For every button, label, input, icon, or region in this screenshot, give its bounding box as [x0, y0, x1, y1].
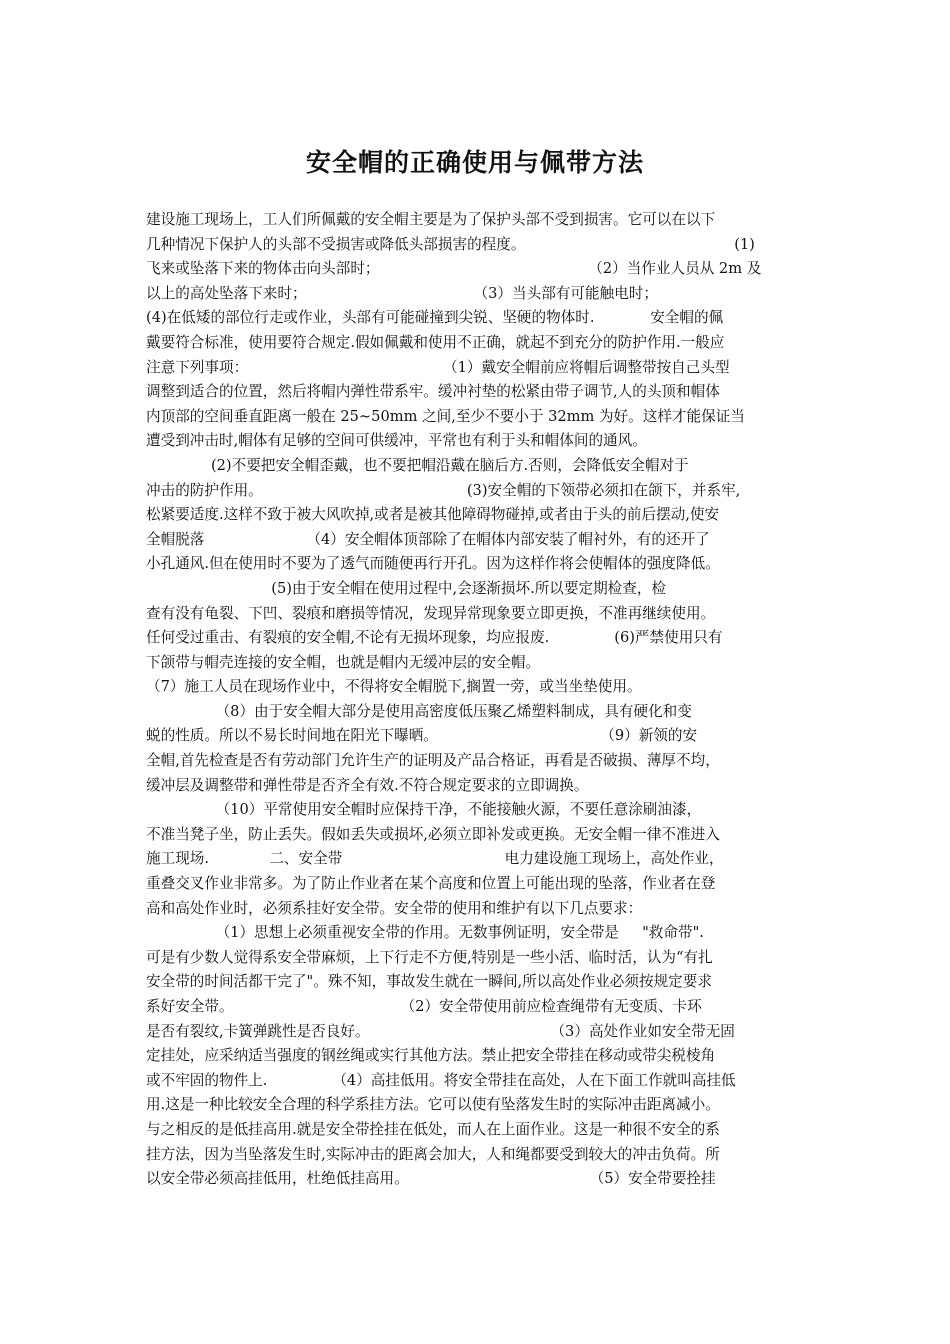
text-line: 全帽脱落 （4）安全帽体顶部除了在帽体内部安装了帽衬外，有的还开了 — [146, 530, 710, 548]
text-line: (2)不要把安全帽歪戴，也不要把帽沿戴在脑后方.否则，会降低安全帽对于 — [146, 456, 689, 474]
text-line: 系好安全带。 （2）安全带使用前应检查绳带有无变质、卡环 — [146, 998, 702, 1015]
text-line: 以上的高处坠落下来时； （3）当头部有可能触电时； — [146, 284, 658, 302]
text-line: 不准当凳子坐，防止丢失。假如丢失或损坏,必须立即补发或更换。无安全帽一律不准进入 — [146, 825, 720, 843]
text-line: 内顶部的空间垂直距离一般在 25~50mm 之间,至少不要小于 32mm 为好。这样才能保证当 — [146, 407, 745, 425]
document-body — [146, 208, 811, 1192]
text-line: （8）由于安全帽大部分是使用高密度低压聚乙烯塑料制成，具有硬化和变 — [146, 702, 692, 720]
text-line: (5)由于安全帽在使用过程中,会逐渐损坏.所以要定期检查，检 — [146, 579, 667, 597]
text-line: 飞来或坠落下来的物体击向头部时； （2）当作业人员从 2m 及 — [146, 260, 762, 278]
text-line: 定挂处，应采纳适当强度的钢丝绳或实行其他方法。禁止把安全带挂在移动或带尖税棱角 — [146, 1047, 716, 1065]
text-line: 调整到适合的位置，然后将帽内弹性带系牢。缓冲衬垫的松紧由带子调节,人的头顶和帽体 — [146, 383, 720, 401]
text-line: 重叠交叉作业非常多。为了防止作业者在某个高度和位置上可能出现的坠落，作业者在登 — [146, 875, 716, 893]
text-line: 任何受过重击、有裂痕的安全帽,不论有无损坏现象，均应报废. (6)严禁使用只有 — [146, 629, 723, 647]
text-line: 是否有裂纹,卡簧弹跳性是否良好。 （3）高处作业如安全带无固 — [146, 1022, 735, 1040]
text-line: 松紧要适度.这样不致于被大风吹掉,或者是被其他障碍物碰掉,或者由于头的前后摆动,使安 — [146, 506, 720, 524]
page-title: 安全帽的正确使用与佩带方法 — [305, 148, 644, 177]
text-line: （7）施工人员在现场作业中，不得将安全帽脱下,搁置一旁，或当坐垫使用。 — [146, 678, 642, 696]
text-line: 遭受到冲击时,帽体有足够的空间可供缓冲，平常也有利于头和帽体间的通风。 — [146, 432, 647, 450]
text-line: 与之相反的是低挂高用.就是安全带拴挂在低处，而人在上面作业。这是一种很不安全的系 — [146, 1120, 720, 1138]
text-line: 查有没有龟裂、下凹、裂痕和磨损等情况，发现异常现象要立即更换，不准再继续使用。 — [146, 604, 716, 622]
text-line: 挂方法，因为当坠落发生时,实际冲击的距离会加大，人和绳都要受到较大的冲击负荷。所 — [146, 1145, 720, 1163]
text-line: 全帽,首先检查是否有劳动部门允许生产的证明及产品合格证，再看是否破损、薄厚不均， — [146, 752, 720, 770]
text-line: 或不牢固的物件上. （4）高挂低用。将安全带挂在高处，人在下面工作就叫高挂低 — [146, 1071, 736, 1089]
text-line: 用.这是一种比较安全合理的科学系挂方法。它可以使有坠落发生时的实际冲击距离减小。 — [146, 1096, 720, 1114]
text-line: 戴要符合标准，使用要符合规定.假如佩戴和使用不正确，就起不到充分的防护作用.一般应 — [146, 333, 725, 351]
text-line: 以安全带必须高挂低用，杜绝低挂高用。 （5）安全带要拴挂 — [146, 1170, 716, 1188]
text-line: 下颌带与帽壳连接的安全帽，也就是帽内无缓冲层的安全帽。 — [146, 653, 541, 671]
text-line: （1）思想上必须重视安全带的作用。无数事例证明，安全带是 "救命带". — [146, 924, 704, 942]
text-line: 冲击的防护作用。 (3)安全帽的下领带必须扣在颌下，并系牢, — [146, 481, 741, 499]
text-line: 小孔通风.但在使用时不要为了透气而随便再行开孔。因为这样作将会使帽体的强度降低。 — [146, 555, 720, 573]
text-line: 施工现场. 二、安全带 电力建设施工现场上，高处作业， — [146, 850, 724, 868]
text-line: (4)在低矮的部位行走或作业，头部有可能碰撞到尖锐、坚硬的物体时. 安全帽的佩 — [146, 309, 724, 327]
text-line: 注意下列事项： （1）戴安全帽前应将帽后调整带按自己头型 — [146, 358, 730, 376]
text-line: 可是有少数人觉得系安全带麻烦，上下行走不方便,特别是一些小活、临时活，认为“有扎 — [146, 948, 713, 966]
text-line: 几种情况下保护人的头部不受损害或降低头部损害的程度。 (1) — [146, 235, 755, 253]
text-line: 蜕的性质。所以不易长时间地在阳光下曝晒。 （9）新领的安 — [146, 727, 698, 745]
text-line: 安全带的时间活都干完了"。殊不知，事故发生就在一瞬间,所以高处作业必须按规定要求 — [146, 973, 712, 991]
text-line: 高和高处作业时，必须系挂好安全带。安全带的使用和维护有以下几点要求： — [146, 899, 643, 917]
text-line: （10）平常使用安全帽时应保持干净，不能接触火源，不要任意涂刷油漆， — [146, 801, 702, 819]
text-line: 建设施工现场上，工人们所佩戴的安全帽主要是为了保护头部不受到损害。它可以在以下 — [146, 211, 716, 228]
text-line: 缓冲层及调整带和弹性带是否齐全有效.不符合规定要求的立即调换。 — [146, 776, 589, 794]
